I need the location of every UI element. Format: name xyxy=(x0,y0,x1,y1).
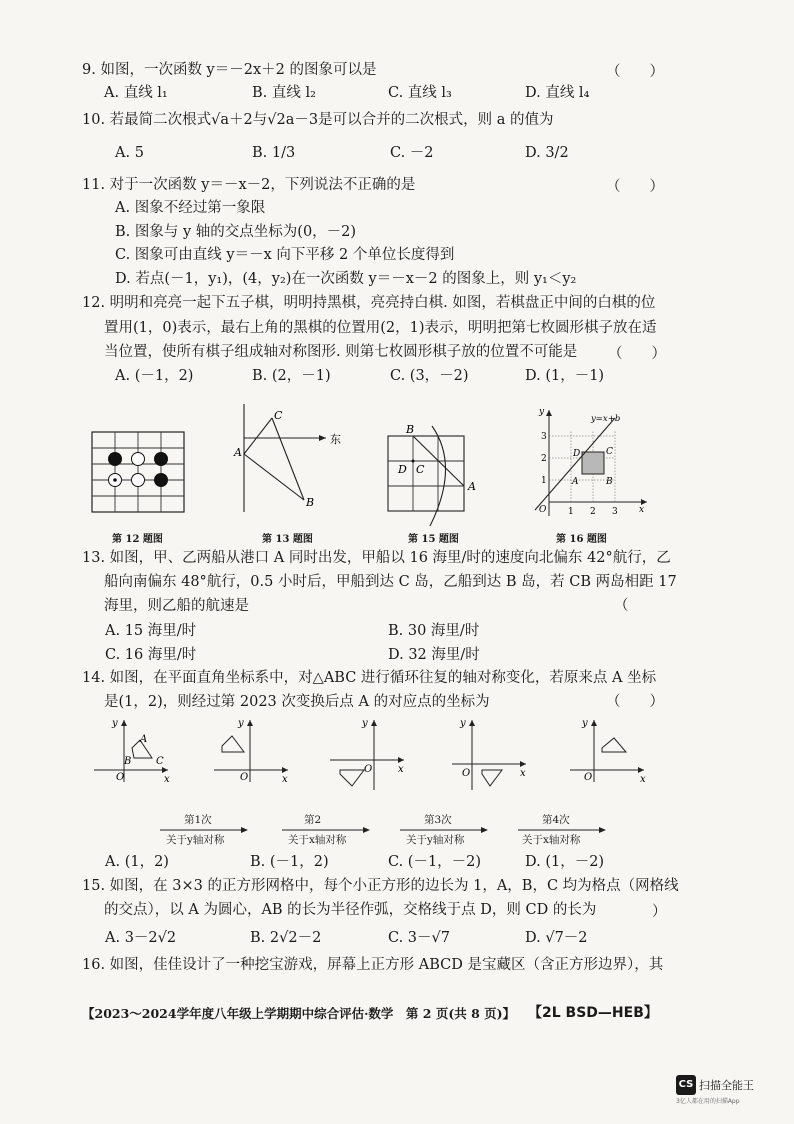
point-label-b: B xyxy=(606,477,613,487)
line-equation-label: y=x+b xyxy=(591,414,621,424)
watermark-tagline: 3亿人都在用的扫描App xyxy=(676,1098,740,1105)
y-axis-label: y xyxy=(582,718,588,729)
q13-option-d: D. 32 海里/时 xyxy=(388,647,480,663)
q9-answer-paren: （ ） xyxy=(606,64,664,80)
q9-option-c: C. 直线 l₃ xyxy=(388,85,452,101)
q12-line-2: 置用(1，0)表示，最右上角的黑棋的位置用(2，1)表示，明明把第七枚圆形棋子放在适 xyxy=(104,320,657,336)
q14-option-c: C. (－1，－2) xyxy=(388,854,482,870)
y-axis-label: y xyxy=(112,718,118,729)
q13-option-b: B. 30 海里/时 xyxy=(388,623,480,639)
y-tick-1: 1 xyxy=(541,476,547,486)
y-axis-label: y xyxy=(539,407,545,417)
y-axis-label: y xyxy=(460,718,466,729)
q16-line-1: 16. 如图，佳佳设计了一种挖宝游戏，屏幕上正方形 ABCD 是宝藏区（含正方形边界），其 xyxy=(82,957,664,973)
q15-line-2: 的交点），以 A 为圆心，AB 的长为半径作弧，交格线于点 D，则 CD 的长为 xyxy=(104,902,597,918)
step-3-bottom-label: 关于y轴对称 xyxy=(406,834,465,846)
step-1-top-label: 第1次 xyxy=(184,814,212,826)
q12-option-d: D. (1，－1) xyxy=(525,368,605,384)
origin-label: O xyxy=(364,764,373,775)
q11-answer-paren: （ ） xyxy=(606,179,664,195)
q15-line-1: 15. 如图，在 3×3 的正方形网格中，每个小正方形的边长为 1，A，B，C 均为格点（网格线 xyxy=(82,878,679,894)
q14-panel-step-3 xyxy=(452,716,532,790)
y-tick-3: 3 xyxy=(541,432,547,442)
q12-line-3: 当位置，使所有棋子组成轴对称图形. 则第七枚圆形棋子放的位置不可能是 xyxy=(104,344,578,360)
figure-15-caption: 第 15 题图 xyxy=(408,534,459,545)
black-stone xyxy=(108,452,122,466)
q14-panel-original xyxy=(94,716,174,785)
origin-label: O xyxy=(462,768,471,779)
q9-option-b: B. 直线 l₂ xyxy=(252,85,316,101)
q14-option-a: A. (1，2) xyxy=(105,854,169,870)
q12-option-a: A. (－1，2) xyxy=(115,368,194,384)
q14-option-d: D. (1，－2) xyxy=(525,854,605,870)
q13-line-2: 船向南偏东 48°航行，0.5 小时后，甲船到达 C 岛，乙船到达 B 岛，若 CB 两岛相距 17 xyxy=(104,574,677,590)
q13-line-3: 海里，则乙船的航速是 xyxy=(104,598,249,614)
point-label-c: C xyxy=(416,463,425,476)
step-4-bottom-label: 关于x轴对称 xyxy=(522,834,581,846)
figure-13-caption: 第 13 题图 xyxy=(262,534,313,545)
x-tick-3: 3 xyxy=(612,507,618,517)
point-label-c: C xyxy=(156,756,164,767)
step-1-bottom-label: 关于y轴对称 xyxy=(166,834,225,846)
y-axis-label: y xyxy=(238,718,244,729)
q14-line-2: 是(1，2)，则经过第 2023 次变换后点 A 的对应点的坐标为 xyxy=(104,694,490,710)
step-4-top-label: 第4次 xyxy=(542,814,570,826)
black-stone xyxy=(154,452,168,466)
camscanner-logo: CS xyxy=(676,1075,696,1095)
step-2-top-label: 第2 xyxy=(304,814,322,826)
origin-label: O xyxy=(584,772,593,783)
white-stone xyxy=(132,453,145,466)
q10-option-a: A. 5 xyxy=(115,145,144,161)
q9-option-a: A. 直线 l₁ xyxy=(104,85,168,101)
point-label-d: D xyxy=(398,463,407,476)
q15-option-a: A. 3－2√2 xyxy=(105,930,177,946)
x-axis-label: x xyxy=(640,774,646,785)
point-label-b: B xyxy=(306,496,315,509)
q15-option-d: D. √7－2 xyxy=(525,930,588,946)
figure-16-plane xyxy=(535,404,655,524)
scanner-watermark xyxy=(676,1074,754,1105)
paper-code: 【2L BSD—HEB】 xyxy=(528,1005,658,1021)
east-label: 东 xyxy=(330,433,341,446)
q14-line-1: 14. 如图，在平面直角坐标系中，对△ABC 进行循环往复的轴对称变化，若原来点 A 坐标 xyxy=(82,670,657,686)
q11-choice-a: A. 图象不经过第一象限 xyxy=(115,200,266,216)
origin-label: O xyxy=(240,772,249,783)
q9-option-d: D. 直线 l₄ xyxy=(525,85,590,101)
q10-option-c: C. －2 xyxy=(390,145,434,161)
q15-option-c: C. 3－√7 xyxy=(388,930,450,946)
q14-panel-step-2 xyxy=(330,716,410,790)
q13-option-c: C. 16 海里/时 xyxy=(105,647,197,663)
q14-panel-step-4 xyxy=(570,716,650,785)
q11-choice-b: B. 图象与 y 轴的交点坐标为(0，－2) xyxy=(115,224,357,240)
x-axis-label: x xyxy=(639,505,645,515)
point-label-a: A xyxy=(140,734,148,745)
origin-label: O xyxy=(116,772,125,783)
q10-option-d: D. 3/2 xyxy=(525,145,569,161)
page-footer: 【2023～2024学年度八年级上学期期中综合评估·数学 第 2 页(共 8 页)】 xyxy=(82,1006,516,1021)
figure-12-go-board xyxy=(92,432,192,522)
step-2-bottom-label: 关于x轴对称 xyxy=(288,834,347,846)
y-axis-label: y xyxy=(362,718,368,729)
figure-12-caption: 第 12 题图 xyxy=(112,534,163,545)
q13-line-1: 13. 如图，甲、乙两船从港口 A 同时出发，甲船以 16 海里/时的速度向北偏东 42°航行，乙 xyxy=(82,550,671,566)
point-label-a: A xyxy=(234,446,242,459)
point-label-c: C xyxy=(274,409,283,422)
q10-option-b: B. 1/3 xyxy=(252,145,296,161)
q10-stem: 10. 若最简二次根式√a＋2与√2a－3是可以合并的二次根式，则 a 的值为 xyxy=(82,112,554,128)
q15-answer-paren: ） xyxy=(652,904,667,920)
x-axis-label: x xyxy=(398,764,404,775)
q12-option-b: B. (2，－1) xyxy=(252,368,331,384)
point-label-d: D xyxy=(573,449,581,459)
point-label-b: B xyxy=(124,756,132,767)
x-axis-label: x xyxy=(164,774,170,785)
x-axis-label: x xyxy=(282,774,288,785)
figure-13-ships xyxy=(232,404,352,514)
q12-option-c: C. (3，－2) xyxy=(390,368,469,384)
q13-option-a: A. 15 海里/时 xyxy=(105,623,197,639)
q11-choice-c: C. 图象可由直线 y＝－x 向下平移 2 个单位长度得到 xyxy=(115,247,455,263)
q13-answer-paren: （ xyxy=(614,598,629,614)
q14-panel-step-1 xyxy=(214,716,294,785)
q12-answer-paren: （ ） xyxy=(608,346,666,362)
point-label-a: A xyxy=(468,480,476,493)
q14-option-b: B. (－1，2) xyxy=(250,854,329,870)
figure-16-caption: 第 16 题图 xyxy=(556,534,607,545)
q15-option-b: B. 2√2－2 xyxy=(250,930,322,946)
x-tick-2: 2 xyxy=(590,507,596,517)
x-axis-label: x xyxy=(520,768,526,779)
white-stone xyxy=(132,474,145,487)
q9-stem: 9. 如图，一次函数 y＝－2x＋2 的图象可以是 xyxy=(82,62,377,78)
figure-15-grid xyxy=(386,423,486,526)
x-tick-1: 1 xyxy=(568,507,574,517)
q12-line-1: 12. 明明和亮亮一起下五子棋，明明持黑棋，亮亮持白棋. 如图，若棋盘正中间的白棋的位 xyxy=(82,295,656,311)
watermark-name: 扫描全能王 xyxy=(699,1078,754,1092)
point-label-c: C xyxy=(606,447,613,457)
step-3-top-label: 第3次 xyxy=(424,814,452,826)
q14-answer-paren: （ ） xyxy=(606,694,664,710)
point-label-a: A xyxy=(572,477,579,487)
q11-stem: 11. 对于一次函数 y＝－x－2，下列说法不正确的是 xyxy=(82,177,416,193)
y-tick-2: 2 xyxy=(541,454,547,464)
q11-choice-d: D. 若点(－1，y₁)，(4，y₂)在一次函数 y＝－x－2 的图象上，则 y₁＜y₂ xyxy=(115,271,577,287)
origin-label: O xyxy=(539,505,547,515)
point-label-b: B xyxy=(406,423,415,436)
black-stone xyxy=(154,473,168,487)
